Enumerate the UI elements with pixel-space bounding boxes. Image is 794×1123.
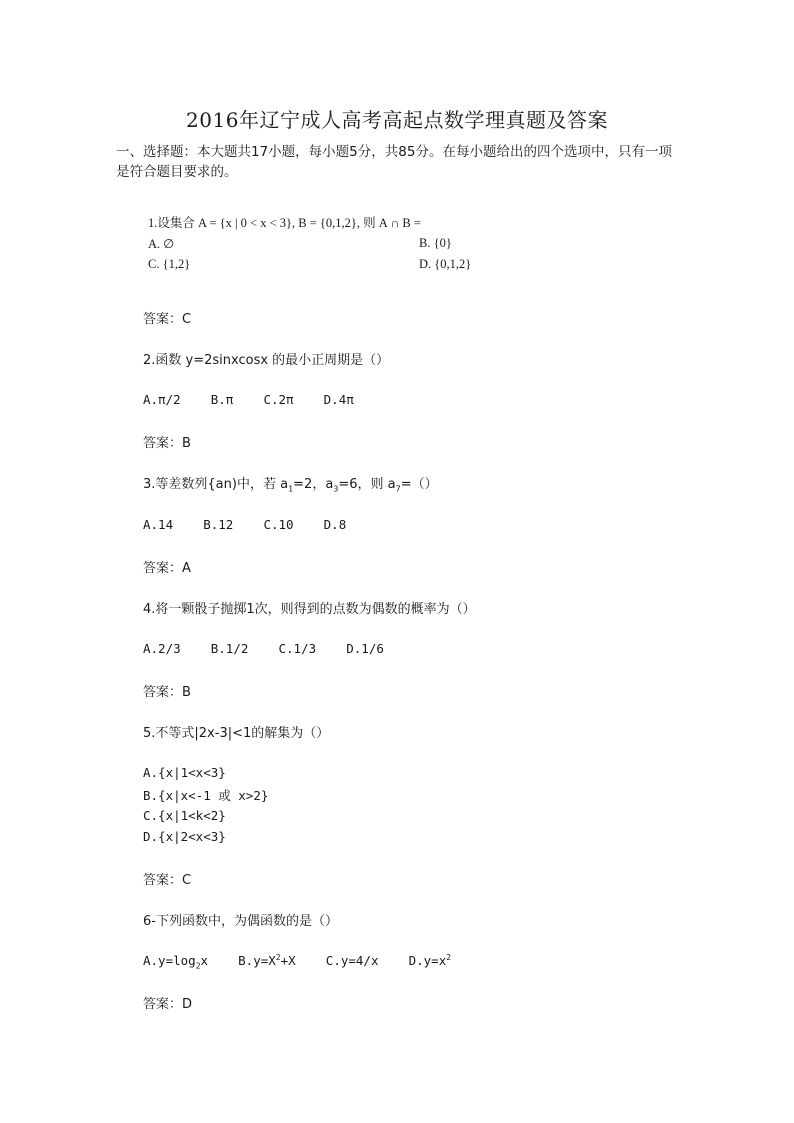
question-5-option-b: B.{x|x<-1 或 x>2} [143, 788, 269, 803]
question-3-option-a: A.14 [143, 517, 174, 532]
question-6-answer: 答案：D [143, 997, 193, 1012]
question-5-stem: 5.不等式|2x-3|<1的解集为（） [143, 726, 330, 741]
question-1-option-a: A. ∅ [148, 237, 175, 251]
question-6-option-b: $B.y=X^2+X$ [238, 953, 296, 969]
question-5-option-d: D.{x|2<x<3} [143, 829, 226, 844]
question-2-option-b: B.π [210, 392, 234, 407]
question-3-option-c: C.10 [263, 517, 294, 532]
question-3-answer: 答案：A [143, 561, 191, 576]
question-3-stem: 3.等差数列{an)中，若 $a_1=2$，$a_3=6$，则 $a_7=()$ [143, 477, 438, 494]
page-title: 2016年辽宁成人高考高起点数学理真题及答案 [186, 108, 608, 132]
question-6-option-d: $D.y=x^2$ [408, 953, 452, 969]
question-2-stem: 2.函数 y=2sinxcosx 的最小正周期是（） [143, 353, 390, 368]
question-4-option-c: C.1/3 [278, 641, 317, 656]
question-5-option-a: A.{x|1<x<3} [143, 765, 226, 780]
question-1-option-d: D. {0,1,2} [419, 257, 472, 271]
question-2-option-d: D.4π [323, 392, 354, 407]
question-5-option-c: C.{x|1<k<2} [143, 808, 226, 823]
question-1-option-c: C. {1,2} [148, 257, 191, 271]
question-1-answer: 答案：C [143, 312, 192, 327]
question-3-option-d: D.8 [323, 517, 347, 532]
question-6-option-a: $A.y=\log_2x$ [143, 953, 209, 971]
question-5-answer: 答案：C [143, 873, 192, 888]
question-4-answer: 答案：B [143, 685, 191, 700]
question-2-option-a: A.π/2 [143, 392, 181, 407]
question-4-stem: 4.将一颗骰子抛掷1次，则得到的点数为偶数的概率为（） [143, 602, 476, 617]
question-6-option-c: C.y=4/x [325, 953, 379, 969]
question-3-options [143, 517, 346, 532]
section-intro: 一、选择题：本大题共17小题，每小题5分，共85分。在每小题给出的四个选项中，只有一项是符合题目要求的。 [116, 144, 672, 180]
question-6-stem: 6-下列函数中，为偶函数的是（） [143, 914, 338, 929]
question-4-option-a: A.2/3 [143, 641, 181, 656]
question-1-stem: 1.设集合 A = {x | 0 < x < 3}, B = {0,1,2}, 则 A ∩ B = [148, 216, 421, 230]
question-2-option-c: C.2π [263, 392, 294, 407]
question-4-option-d: D.1/6 [346, 641, 384, 656]
question-4-options [143, 641, 384, 656]
question-1-option-b: B. {0} [419, 236, 452, 250]
question-2-answer: 答案：B [143, 436, 191, 451]
question-3-option-b: B.12 [203, 517, 234, 532]
question-2-options [143, 392, 354, 407]
question-4-option-b: B.1/2 [210, 641, 249, 656]
question-6-options [143, 953, 451, 971]
